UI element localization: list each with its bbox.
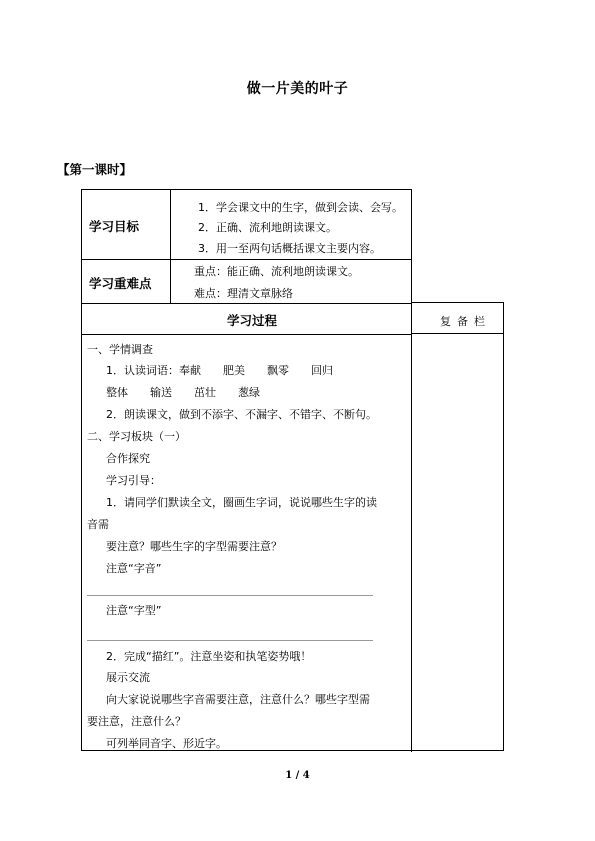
process-line: 学习引导：: [106, 474, 161, 487]
page-number: 1 / 4: [285, 770, 310, 781]
process-line: 1．认读词语：奉献 肥美 飘零 回归: [106, 364, 333, 377]
process-line: 可列举同音字、形近字。: [106, 737, 227, 750]
process-line: 要注意？哪些生字的字型需要注意？: [106, 540, 282, 553]
answer-line: [87, 595, 373, 596]
process-line: 合作探究: [106, 452, 150, 465]
process-line: 二、学习板块（一）: [87, 430, 186, 443]
process-line: 注意“字型”: [106, 604, 162, 617]
process-line: 注意“字音”: [106, 562, 162, 575]
lesson-table: [81, 189, 412, 751]
goal-item: 2．正确、流利地朗读课文。: [198, 221, 337, 234]
lesson-period-label: 【第一课时】: [57, 162, 133, 177]
process-header: 学习过程: [227, 313, 278, 328]
answer-line: [87, 640, 373, 641]
goal-item: 1．学会课文中的生字，做到会读、会写。: [198, 201, 403, 214]
focus-item: 重点：能正确、流利地朗读课文。: [194, 265, 359, 278]
review-column-top-spacer: [411, 189, 504, 303]
process-line: 2．朗读课文，做到不添字、不漏字、不错字、不断句。: [106, 408, 377, 421]
process-line: 展示交流: [106, 671, 150, 684]
process-line: 1．请同学们默读全文，圈画生字词，说说哪些生字的读: [106, 496, 377, 509]
process-line: 向大家说说哪些字音需要注意，注意什么？哪些字型需: [106, 693, 370, 706]
review-column-divider: [411, 333, 504, 334]
goals-label: 学习目标: [89, 219, 140, 234]
row-divider: [82, 303, 411, 304]
focus-item: 难点：理清文章脉络: [194, 287, 293, 300]
process-line: 整体 输送 茁壮 葱绿: [106, 386, 260, 399]
document-title: 做一片美的叶子: [246, 81, 349, 97]
row-divider: [82, 334, 411, 335]
process-line: 2．完成“描红”。注意坐姿和执笔姿势哦！: [106, 650, 312, 663]
process-line: 音需: [87, 518, 109, 531]
goal-item: 3．用一至两句话概括课文主要内容。: [198, 242, 381, 255]
review-column: [411, 302, 504, 751]
review-column-header: 复备栏: [440, 315, 491, 328]
row-divider: [82, 259, 411, 260]
process-line: 一、学情调查: [87, 343, 153, 356]
process-line: 要注意，注意什么？: [87, 715, 186, 728]
column-divider: [170, 190, 171, 303]
focus-label: 学习重难点: [89, 276, 152, 291]
